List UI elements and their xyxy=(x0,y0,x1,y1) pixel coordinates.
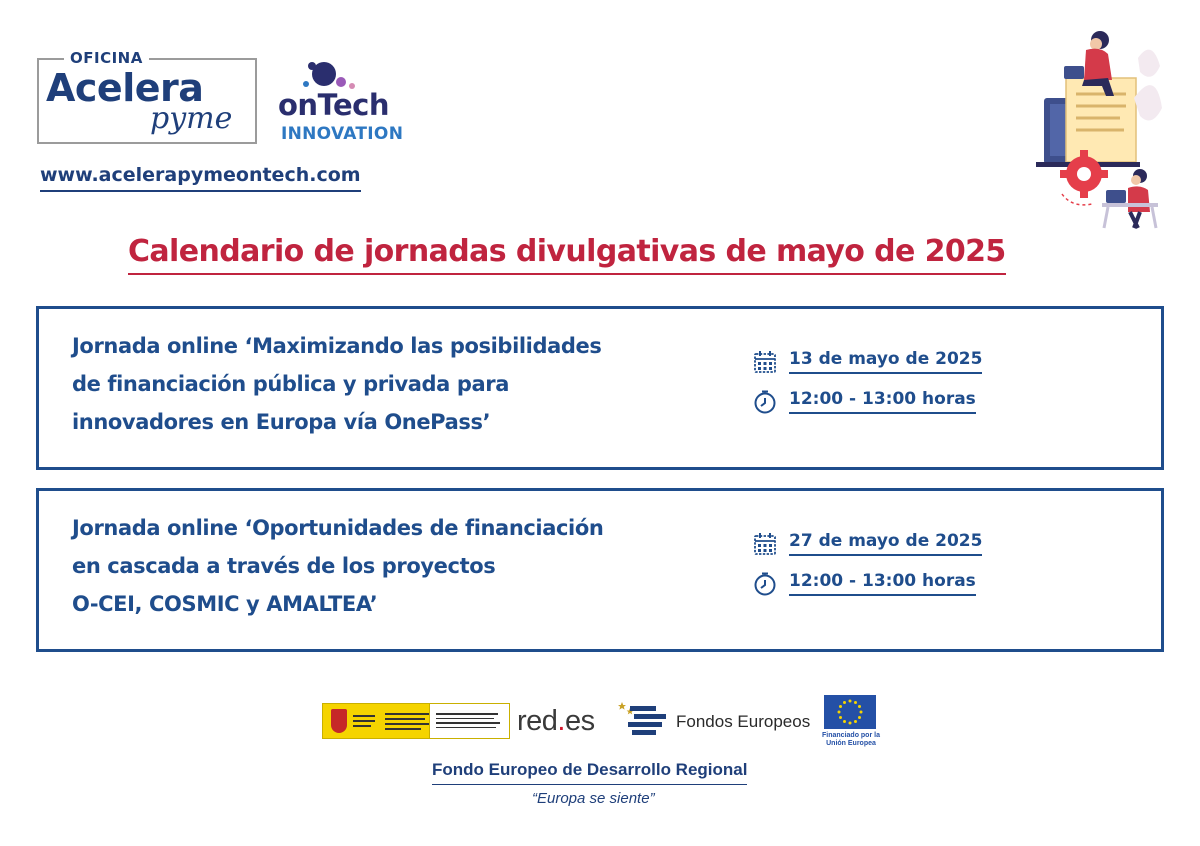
motto-label: “Europa se siente” xyxy=(532,790,655,807)
gobierno-espana-logo xyxy=(322,703,510,739)
fondos-europeos-label: Fondos Europeos xyxy=(676,712,811,731)
website-link[interactable]: www.acelerapymeontech.com xyxy=(40,164,361,192)
event-title-line: Jornada online ‘Maximizando las posibilidades xyxy=(72,334,602,358)
logo-oficina-text: OFICINA xyxy=(64,49,149,67)
event-date: 27 de mayo de 2025 xyxy=(789,531,982,556)
fondos-europeos-icon xyxy=(616,700,668,740)
event-title-line: de financiación pública y privada para xyxy=(72,372,509,396)
logo-pyme-text: pyme xyxy=(150,101,233,136)
people-working-illustration xyxy=(1036,28,1166,232)
reds-logo xyxy=(517,705,595,738)
event-date-row xyxy=(753,349,982,374)
calendar-icon xyxy=(753,532,777,556)
calendar-icon xyxy=(753,350,777,374)
reds-suffix: es xyxy=(564,705,595,737)
event-time-row xyxy=(753,389,976,414)
event-time-row xyxy=(753,571,976,596)
logo-acelera-text: Acelera xyxy=(46,66,204,110)
event-title xyxy=(72,327,712,441)
event-title-line: Jornada online ‘Oportunidades de financiación xyxy=(72,516,604,540)
clock-icon xyxy=(753,390,777,414)
page-title: Calendario de jornadas divulgativas de mayo de 2025 xyxy=(128,234,1006,275)
event-title xyxy=(72,509,712,623)
eu-flag-icon xyxy=(824,695,876,729)
clock-icon xyxy=(753,572,777,596)
event-date-row xyxy=(753,531,982,556)
reds-dot: . xyxy=(557,705,565,737)
event-time: 12:00 - 13:00 horas xyxy=(789,389,976,414)
event-title-line: innovadores en Europa vía OnePass’ xyxy=(72,410,491,434)
event-date: 13 de mayo de 2025 xyxy=(789,349,982,374)
eu-caption: Financiado por la Unión Europea xyxy=(822,732,880,747)
logo-innovation-text: INNOVATION xyxy=(281,124,404,144)
logo-ontech-text: onTech xyxy=(278,88,390,122)
reds-main: red xyxy=(517,705,558,737)
event-card xyxy=(36,306,1164,470)
event-title-line: en cascada a través de los proyectos xyxy=(72,554,496,578)
event-title-line: O-CEI, COSMIC y AMALTEA’ xyxy=(72,592,378,616)
event-card xyxy=(36,488,1164,652)
spain-shield-icon xyxy=(331,709,347,733)
event-time: 12:00 - 13:00 horas xyxy=(789,571,976,596)
feder-label: Fondo Europeo de Desarrollo Regional xyxy=(432,760,747,785)
